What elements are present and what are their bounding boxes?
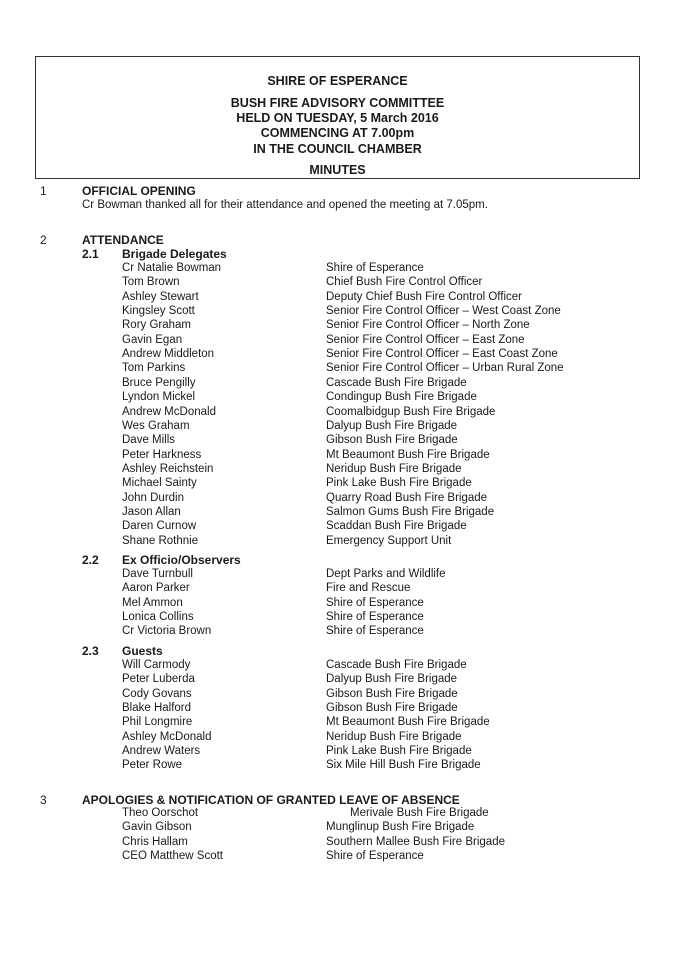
attendee-name: Michael Sainty <box>122 477 197 490</box>
attendee-name: Aaron Parker <box>122 582 190 595</box>
attendee-name: Rory Graham <box>122 319 192 332</box>
attendee-name: Dave Turnbull <box>122 568 193 580</box>
attendee-name: Wes Graham <box>122 419 190 432</box>
attendee-organisation: Coomalbidgup Bush Fire Brigade <box>326 405 496 418</box>
attendee-name: Bruce Pengilly <box>122 376 196 389</box>
subsection-number: 2.1 <box>82 247 99 261</box>
attendee-name: Dave Mills <box>122 434 176 447</box>
attendee-organisation: Condingup Bush Fire Brigade <box>326 391 477 404</box>
attendee-organisation: Neridup Bush Fire Brigade <box>326 462 462 475</box>
attendee-name: Daren Curnow <box>122 520 197 533</box>
attendee-name: Lonica Collins <box>122 611 194 624</box>
attendee-organisation: Neridup Bush Fire Brigade <box>326 730 462 743</box>
attendee-name: Mel Ammon <box>122 596 183 609</box>
attendee-organisation: Shire of Esperance <box>326 611 424 624</box>
attendee-name: John Durdin <box>122 491 185 504</box>
attendee-organisation: Quarry Road Bush Fire Brigade <box>326 491 488 504</box>
attendee-name: Gavin Egan <box>122 333 183 346</box>
attendee-name: Andrew Middleton <box>122 348 215 361</box>
minutes-header-box <box>35 56 640 179</box>
section-title: ATTENDANCE <box>82 233 164 247</box>
attendee-organisation: Dalyup Bush Fire Brigade <box>326 673 458 686</box>
attendee-name: Peter Rowe <box>122 759 183 772</box>
attendee-organisation: Dalyup Bush Fire Brigade <box>326 419 458 432</box>
attendee-organisation: Emergency Support Unit <box>326 534 452 547</box>
attendee-organisation: Shire of Esperance <box>326 596 424 609</box>
attendee-organisation: Chief Bush Fire Control Officer <box>326 276 483 289</box>
attendee-name: Blake Halford <box>122 702 192 715</box>
attendee-organisation: Mt Beaumont Bush Fire Brigade <box>326 716 490 729</box>
attendee-name: Will Carmody <box>122 659 191 671</box>
subsection-title: Brigade Delegates <box>122 247 227 261</box>
attendee-name: Peter Harkness <box>122 448 202 461</box>
attendee-name: Shane Rothnie <box>122 534 199 547</box>
subsection-title: Ex Officio/Observers <box>122 553 241 567</box>
committee-name: BUSH FIRE ADVISORY COMMITTEE <box>230 96 445 110</box>
attendee-organisation: Salmon Gums Bush Fire Brigade <box>326 505 495 518</box>
attendee-organisation: Gibson Bush Fire Brigade <box>326 434 458 447</box>
attendee-organisation: Munglinup Bush Fire Brigade <box>326 821 475 834</box>
attendee-name: Tom Brown <box>122 276 180 289</box>
attendee-organisation: Dept Parks and Wildlife <box>326 568 446 580</box>
attendee-organisation: Shire of Esperance <box>326 850 424 863</box>
attendee-organisation: Gibson Bush Fire Brigade <box>326 687 458 700</box>
attendee-organisation: Scaddan Bush Fire Brigade <box>326 520 467 533</box>
subsection-number: 2.3 <box>82 644 99 658</box>
attendee-organisation: Fire and Rescue <box>326 582 411 595</box>
section-title: OFFICIAL OPENING <box>82 184 196 198</box>
shire-name: SHIRE OF ESPERANCE <box>267 74 408 88</box>
attendee-name: Kingsley Scott <box>122 305 195 318</box>
meeting-date: HELD ON TUESDAY, 5 March 2016 <box>236 111 439 125</box>
opening-text: Cr Bowman thanked all for their attendance and opened the meeting at 7.05pm. <box>82 199 488 211</box>
attendee-organisation: Senior Fire Control Officer – North Zone <box>326 319 530 332</box>
subsection-title: Guests <box>122 644 163 658</box>
attendee-organisation: Shire of Esperance <box>326 262 424 274</box>
attendee-organisation: Mt Beaumont Bush Fire Brigade <box>326 448 490 461</box>
attendee-organisation: Senior Fire Control Officer – Urban Rural Zone <box>326 362 564 375</box>
meeting-time: COMMENCING AT 7.00pm <box>260 126 415 140</box>
attendee-organisation: Senior Fire Control Officer – East Zone <box>326 333 525 346</box>
section-number: 3 <box>40 793 47 807</box>
attendee-name: Jason Allan <box>122 505 181 518</box>
attendee-name: Cr Natalie Bowman <box>122 262 222 274</box>
attendee-name: Andrew Waters <box>122 745 201 758</box>
subsection-number: 2.2 <box>82 553 99 567</box>
attendee-name: Chris Hallam <box>122 835 188 848</box>
attendee-organisation: Senior Fire Control Officer – West Coast Zone <box>326 305 561 318</box>
attendee-organisation: Shire of Esperance <box>326 625 424 638</box>
attendee-name: Ashley Reichstein <box>122 462 214 475</box>
attendee-name: Ashley Stewart <box>122 290 199 303</box>
section-number: 1 <box>40 184 47 198</box>
attendee-name: Andrew McDonald <box>122 405 216 418</box>
attendee-organisation: Southern Mallee Bush Fire Brigade <box>326 835 505 848</box>
attendee-name: Lyndon Mickel <box>122 391 196 404</box>
attendee-name: CEO Matthew Scott <box>122 850 223 863</box>
attendee-name: Gavin Gibson <box>122 821 192 834</box>
attendee-organisation: Deputy Chief Bush Fire Control Officer <box>326 290 523 303</box>
attendee-organisation: Six Mile Hill Bush Fire Brigade <box>326 759 481 772</box>
attendee-organisation: Pink Lake Bush Fire Brigade <box>326 745 472 758</box>
attendee-organisation: Cascade Bush Fire Brigade <box>326 659 467 671</box>
attendee-organisation: Pink Lake Bush Fire Brigade <box>326 477 472 490</box>
attendee-name: Ashley McDonald <box>122 730 212 743</box>
attendee-name: Theo Oorschot <box>122 807 199 819</box>
document-type: MINUTES <box>309 163 366 177</box>
attendee-organisation: Senior Fire Control Officer – East Coast Zone <box>326 348 558 361</box>
section-number: 2 <box>40 233 47 247</box>
attendee-organisation: Cascade Bush Fire Brigade <box>326 376 467 389</box>
section-title: APOLOGIES & NOTIFICATION OF GRANTED LEAVE OF ABSENCE <box>82 793 460 807</box>
attendee-name: Cr Victoria Brown <box>122 625 212 638</box>
attendee-organisation: Merivale Bush Fire Brigade <box>350 807 489 819</box>
attendee-name: Peter Luberda <box>122 673 195 686</box>
meeting-venue: IN THE COUNCIL CHAMBER <box>253 142 422 156</box>
attendee-name: Phil Longmire <box>122 716 193 729</box>
attendee-organisation: Gibson Bush Fire Brigade <box>326 702 458 715</box>
attendee-name: Tom Parkins <box>122 362 186 375</box>
attendee-name: Cody Govans <box>122 687 192 700</box>
